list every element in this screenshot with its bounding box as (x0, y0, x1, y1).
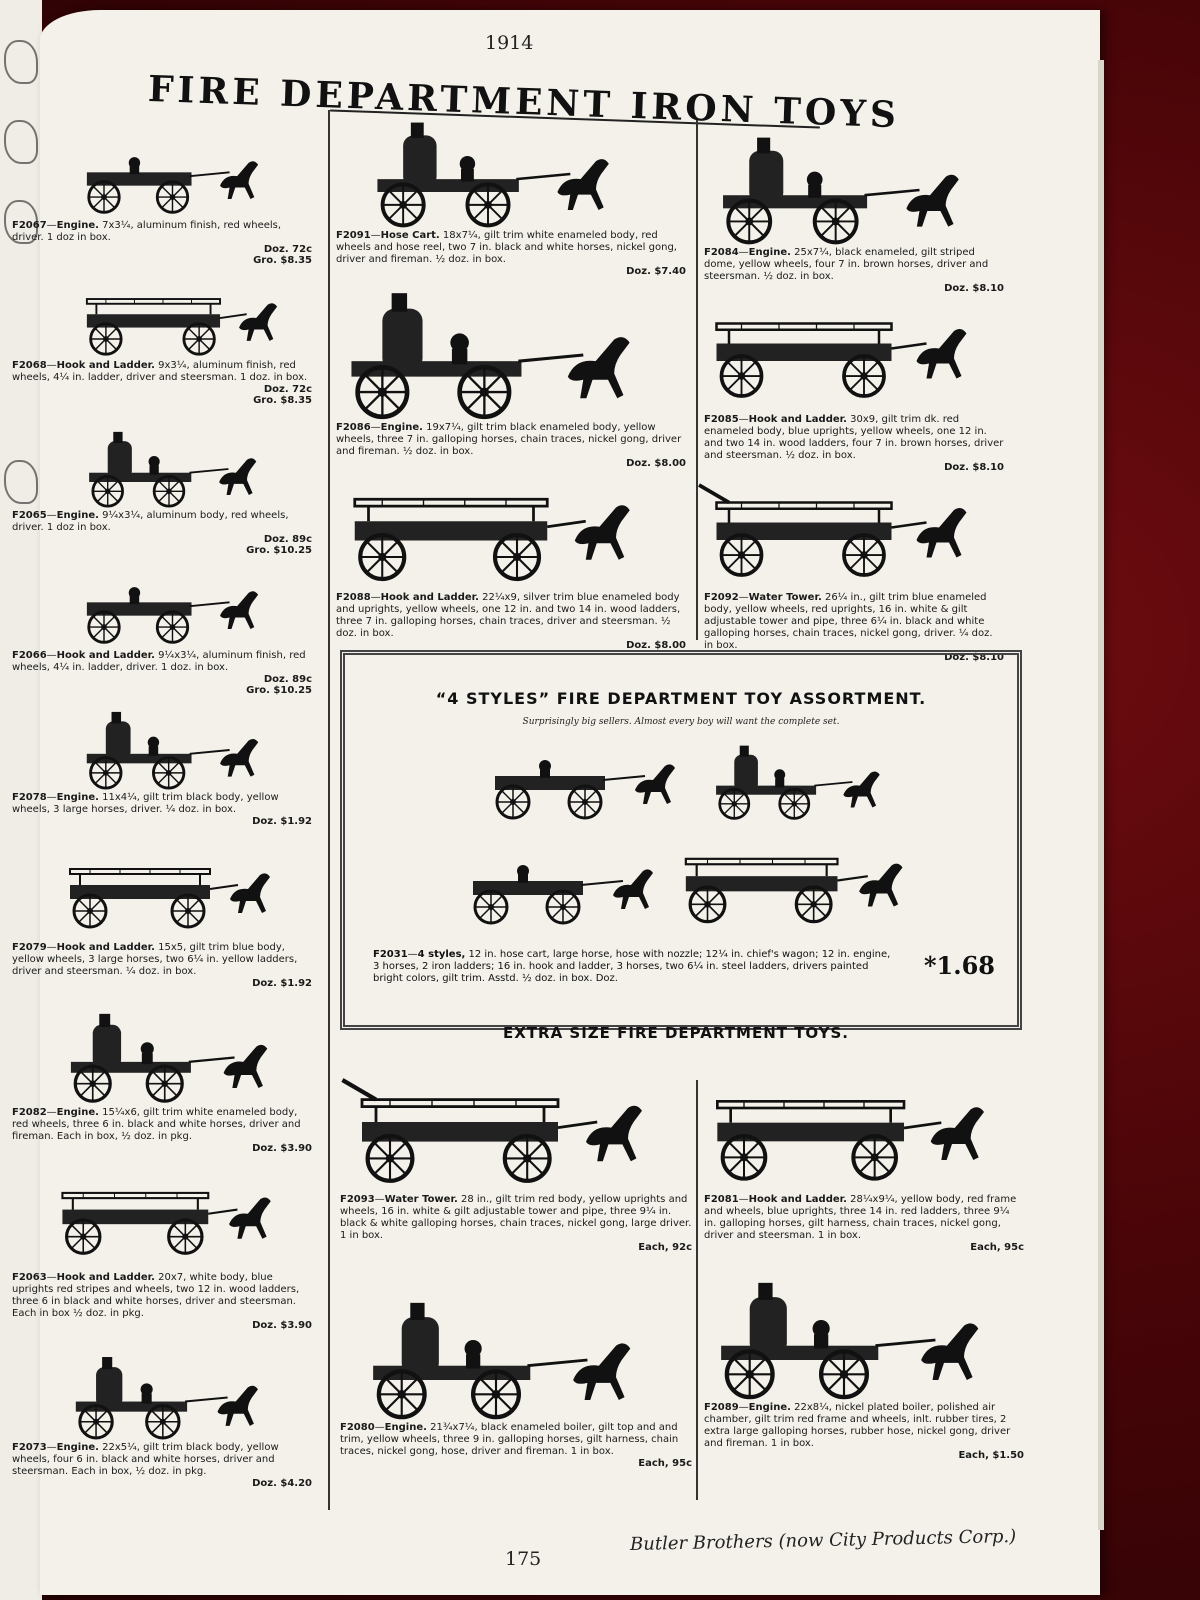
toy-water-tower-illustration (704, 480, 1004, 590)
catalog-item (12, 1010, 312, 1155)
assortment-price: *1.68 (923, 951, 995, 980)
toy-engine-illustration (72, 710, 292, 790)
toy-hook-ladder-illustration (52, 1170, 302, 1270)
page-credit: Butler Brothers (now City Products Corp.) (629, 1525, 1017, 1556)
toy-hook-ladder-illustration (72, 280, 292, 358)
assortment-subtitle: Surprisingly big sellers. Almost every boy will want the complete set. (522, 717, 840, 727)
catalog-item (12, 850, 312, 990)
item-caption: F2066—Hook and Ladder. 9¼x3¼, aluminum finish, red wheels, 4¼ in. ladder, driver. 1 doz. in box. Doz. 89c Gro. $10.25 (12, 650, 312, 696)
item-caption: F2063—Hook and Ladder. 20x7, white body, blue uprights red stripes and wheels, two 12 in. wood ladders, three 6 in black and white horses, driver and steersman. Each in box ½ doz. in pkg. Doz. $3.90 (12, 1272, 312, 1331)
column-divider-right-upper (696, 120, 698, 640)
toy-engine-illustration (704, 135, 1004, 245)
toy-hose-cart-illustration (463, 841, 683, 933)
catalog-item (12, 570, 312, 697)
item-caption: F2093—Water Tower. 28 in., gilt trim red body, yellow uprights and wheels, 16 in. white & gilt adjustable tower and pipe, three 9¼ in. black & white galloping horses, chain traces, nickel gong, large driver. 1 in box. Each, 92c (340, 1194, 692, 1253)
toy-engine-illustration (72, 430, 292, 508)
toy-engine-illustration (704, 1280, 1024, 1400)
catalog-item (704, 1080, 1024, 1254)
toy-hose-cart-illustration (336, 120, 676, 228)
item-caption: F2088—Hook and Ladder. 22¼x9, silver trim blue enameled body and uprights, yellow wheels, one 12 in. and two 14 in. wood ladders, three 7 in. galloping horses, chain traces, driver and steersman. ½ doz. in box. Doz. $8.00 (336, 592, 686, 651)
toy-hook-ladder-illustration (704, 300, 1004, 412)
toy-hook-ladder-illustration (704, 1080, 1024, 1192)
catalog-item (336, 290, 686, 470)
previous-page-illustration (4, 40, 38, 84)
page-year: 1914 (485, 32, 534, 54)
assortment-title: “4 STYLES” FIRE DEPARTMENT TOY ASSORTMENT. (435, 689, 927, 708)
catalog-item (340, 1080, 692, 1254)
catalog-item (336, 480, 686, 652)
item-caption: F2078—Engine. 11x4¼, gilt trim black body, yellow wheels, 3 large horses, driver. ¼ doz. in box. Doz. $1.92 (12, 792, 312, 827)
catalog-item (340, 1300, 692, 1470)
toy-water-tower-illustration (340, 1080, 692, 1192)
item-caption: F2089—Engine. 22x8¼, nickel plated boiler, polished air chamber, gilt trim red frame and wheels, inlt. rubber tires, 2 extra large galloping horses, rubber hose, nickel gong, driver and fireman. 1 in box. Each, $1.50 (704, 1402, 1024, 1461)
catalog-page (12, 10, 1100, 1595)
catalog-item (704, 300, 1004, 474)
toy-chiefs-wagon-illustration (485, 737, 705, 827)
item-caption: F2091—Hose Cart. 18x7¼, gilt trim white enameled body, red wheels and hose reel, two 7 in. black and white horses, nickel gong, driver and fireman. ½ doz. in box. Doz. $7.40 (336, 230, 686, 277)
catalog-item (12, 280, 312, 407)
toy-engine-illustration (336, 290, 676, 420)
item-caption: F2068—Hook and Ladder. 9x3¼, aluminum finish, red wheels, 4¼ in. ladder, driver and steersman. 1 doz. in box. Doz. 72c Gro. $8.35 (12, 360, 312, 406)
item-caption: F2084—Engine. 25x7¼, black enameled, gilt striped dome, yellow wheels, four 7 in. brown horses, driver and steersman. ½ doz. in box. Doz. $8.10 (704, 247, 1004, 294)
item-caption: F2080—Engine. 21¾x7¼, black enameled boiler, gilt top and and trim, yellow wheels, three 9 in. galloping horses, gilt harness, chain traces, nickel gong, hose, driver and fireman. 1 in box. Each, 95c (340, 1422, 692, 1469)
catalog-item (12, 710, 312, 828)
item-caption: F2082—Engine. 15¼x6, gilt trim white enameled body, red wheels, three 6 in. black and white horses, driver and fireman. Each in box, ½ doz. in pkg. Doz. $3.90 (12, 1107, 312, 1154)
toy-hook-ladder-illustration (72, 570, 292, 648)
catalog-item (12, 1170, 312, 1332)
catalog-item (12, 1355, 312, 1490)
extra-size-title: EXTRA SIZE FIRE DEPARTMENT TOYS. (502, 1024, 850, 1042)
catalog-item (336, 120, 686, 278)
item-caption: F2067—Engine. 7x3¼, aluminum finish, red wheels, driver. 1 doz in box. Doz. 72c Gro. $8.35 (12, 220, 312, 266)
item-caption: F2092—Water Tower. 26¼ in., gilt trim blue enameled body, yellow wheels, red uprights, 16 in. white & gilt adjustable tower and pipe, three 6¼ in. black and white galloping horses, chain traces, nickel gong, driver. ¼ doz. in box. Doz. $8.10 (704, 592, 1004, 663)
column-divider-left (328, 110, 330, 1510)
toy-engine-illustration (340, 1300, 692, 1420)
toy-engine-illustration (707, 737, 907, 827)
toy-hook-ladder-illustration (60, 850, 300, 940)
item-caption: F2079—Hook and Ladder. 15x5, gilt trim blue body, yellow wheels, 3 large horses, two 6¼ in. yellow ladders, driver and steersman. ¼ doz. in box. Doz. $1.92 (12, 942, 312, 989)
catalog-item (12, 430, 312, 557)
column-divider-right-lower (696, 1080, 698, 1500)
item-caption: F2085—Hook and Ladder. 30x9, gilt trim dk. red enameled body, blue uprights, yellow wheels, one 12 in. and two 14 in. wood ladders, four 7 in. brown horses, driver and steersman. ½ doz. in box. Doz. $8.10 (704, 414, 1004, 473)
assortment-box (340, 650, 1022, 1030)
item-caption: F2073—Engine. 22x5¼, gilt trim black body, yellow wheels, four 6 in. black and white horses, driver and steersman. Each in box, ½ doz. in pkg. Doz. $4.20 (12, 1442, 312, 1489)
item-caption: F2081—Hook and Ladder. 28¼x9¼, yellow body, red frame and wheels, blue uprights, three 14 in. red ladders, three 9¼ in. galloping horses, gilt harness, chain traces, nickel gong, driver and steersman. 1 in box. Each, 95c (704, 1194, 1024, 1253)
catalog-item (704, 135, 1004, 295)
page-title: FIRE DEPARTMENT IRON TOYS (147, 68, 901, 137)
catalog-item (12, 140, 312, 267)
item-caption: F2086—Engine. 19x7¼, gilt trim black enameled body, yellow wheels, three 7 in. galloping horses, chain traces, nickel gong, driver and fireman. ½ doz. in box. Doz. $8.00 (336, 422, 686, 469)
item-caption: F2065—Engine. 9¼x3¼, aluminum body, red wheels, driver. 1 doz in box. Doz. 89c Gro. $10.25 (12, 510, 312, 556)
toy-hook-ladder-illustration (336, 480, 676, 590)
assortment-caption: F2031—4 styles, 12 in. hose cart, large horse, hose with nozzle; 12¼ in. chief's wagon; 12 in. engine, 3 horses, 2 iron ladders; 16 in. hook and ladder, 3 horses, two 6¼ in. steel ladders, drivers painted bright colors, gilt trim. Asstd. ½ doz. in box. Doz. (373, 949, 891, 984)
page-number: 175 (505, 1548, 542, 1570)
catalog-item (704, 480, 1004, 664)
toy-hook-ladder-illustration (675, 841, 935, 933)
toy-engine-illustration (52, 1355, 302, 1440)
catalog-item (704, 1280, 1024, 1462)
toy-engine-illustration (72, 140, 292, 218)
toy-engine-illustration (60, 1010, 300, 1105)
page-edge (1098, 60, 1104, 1530)
